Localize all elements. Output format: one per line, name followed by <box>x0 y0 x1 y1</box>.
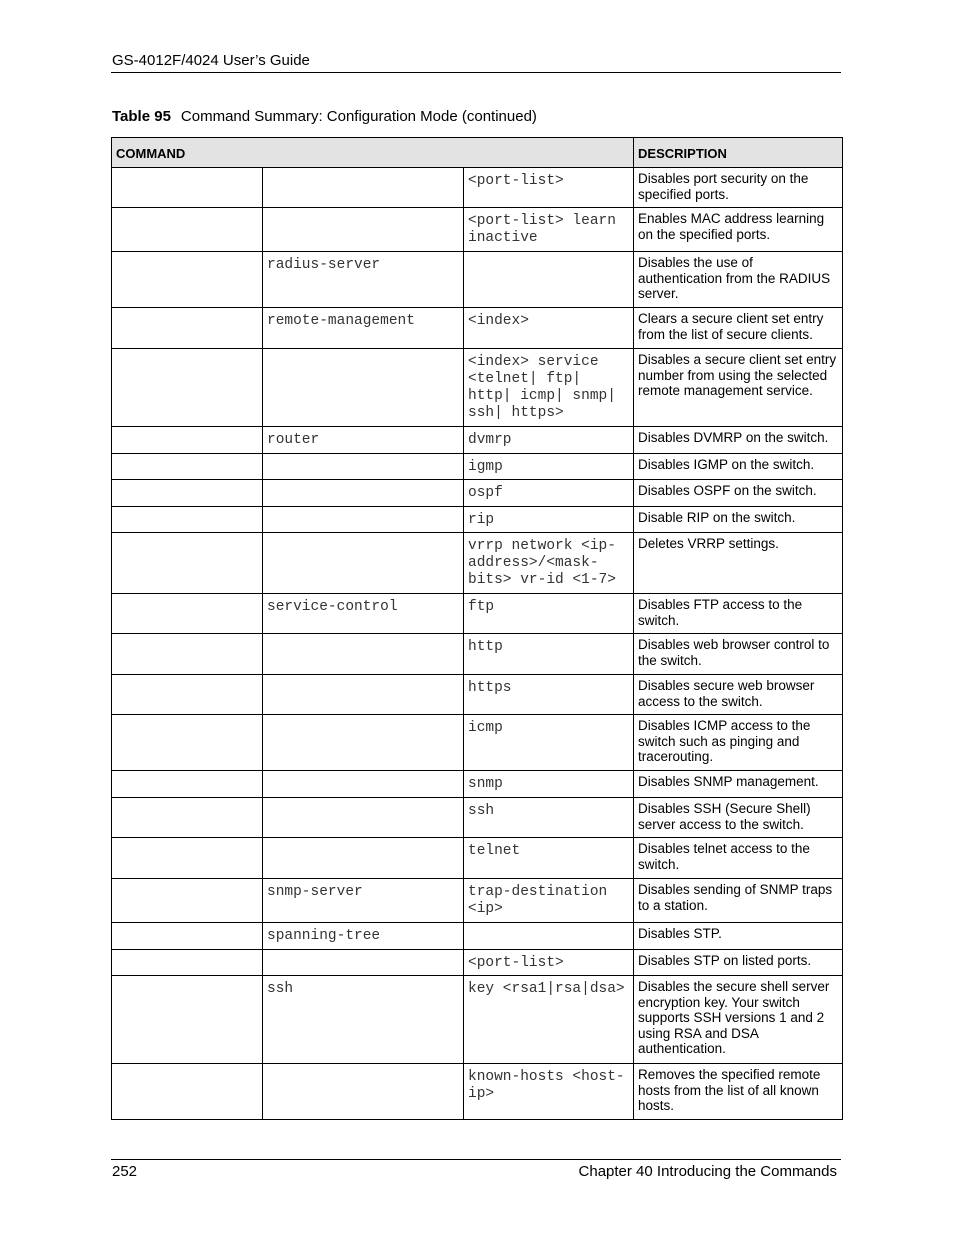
command-level-1-cell <box>112 168 263 208</box>
chapter-title: Chapter 40 Introducing the Commands <box>578 1163 837 1180</box>
table-row <box>112 208 843 252</box>
command-argument-cell: ospf <box>464 480 634 507</box>
table-row <box>112 533 843 594</box>
description-cell: Disables port security on the specified ports. <box>634 168 843 208</box>
command-level-2-cell <box>263 480 464 507</box>
table-row <box>112 480 843 507</box>
table-row <box>112 168 843 208</box>
description-cell: Disables STP on listed ports. <box>634 950 843 976</box>
description-cell: Disables SSH (Secure Shell) server access to the switch. <box>634 798 843 838</box>
command-level-1-cell <box>112 798 263 838</box>
table-row <box>112 950 843 976</box>
running-header <box>111 50 841 73</box>
command-argument-cell: rip <box>464 507 634 533</box>
command-level-1-cell <box>112 594 263 634</box>
description-cell: Disables secure web browser access to the switch. <box>634 675 843 715</box>
table-row <box>112 715 843 771</box>
table-caption-label: Table 95 <box>112 108 171 125</box>
command-level-1-cell <box>112 308 263 349</box>
table-row <box>112 349 843 427</box>
command-level-2-cell <box>263 349 464 427</box>
command-level-2-cell <box>263 715 464 771</box>
description-cell: Disables web browser control to the switch. <box>634 634 843 675</box>
table-row <box>112 507 843 533</box>
description-cell: Disables SNMP management. <box>634 771 843 798</box>
table-row <box>112 838 843 879</box>
command-argument-cell: ftp <box>464 594 634 634</box>
command-level-1-cell <box>112 454 263 480</box>
command-level-1-cell <box>112 427 263 454</box>
command-level-1-cell <box>112 675 263 715</box>
page-footer <box>111 1159 841 1180</box>
command-level-1-cell <box>112 507 263 533</box>
command-level-1-cell <box>112 1064 263 1120</box>
command-level-2-cell: snmp-server <box>263 879 464 923</box>
table-row <box>112 308 843 349</box>
table-body <box>112 168 843 1120</box>
command-level-2-cell <box>263 208 464 252</box>
command-level-1-cell <box>112 923 263 950</box>
table-row <box>112 252 843 308</box>
description-cell: Clears a secure client set entry from the list of secure clients. <box>634 308 843 349</box>
command-level-2-cell <box>263 533 464 594</box>
table-row <box>112 594 843 634</box>
command-level-2-cell: service-control <box>263 594 464 634</box>
command-argument-cell: icmp <box>464 715 634 771</box>
command-argument-cell: key <rsa1|rsa|dsa> <box>464 976 634 1064</box>
command-level-1-cell <box>112 252 263 308</box>
command-argument-cell <box>464 923 634 950</box>
table-row <box>112 879 843 923</box>
description-column-header: DESCRIPTION <box>634 138 843 168</box>
command-argument-cell: <index> service <telnet| ftp| http| icmp| snmp| ssh| https> <box>464 349 634 427</box>
description-cell: Disables ICMP access to the switch such as pinging and tracerouting. <box>634 715 843 771</box>
table-row <box>112 798 843 838</box>
command-argument-cell: known-hosts <host-ip> <box>464 1064 634 1120</box>
description-cell: Disable RIP on the switch. <box>634 507 843 533</box>
command-level-2-cell: radius-server <box>263 252 464 308</box>
command-argument-cell: vrrp network <ip-address>/<mask-bits> vr-id <1-7> <box>464 533 634 594</box>
description-cell: Disables a secure client set entry number from using the selected remote management service. <box>634 349 843 427</box>
command-argument-cell: <port-list> learn inactive <box>464 208 634 252</box>
table-row <box>112 427 843 454</box>
description-cell: Removes the specified remote hosts from the list of all known hosts. <box>634 1064 843 1120</box>
command-level-2-cell <box>263 838 464 879</box>
command-argument-cell: https <box>464 675 634 715</box>
command-argument-cell: <port-list> <box>464 168 634 208</box>
command-argument-cell: snmp <box>464 771 634 798</box>
table-header-row <box>112 138 843 168</box>
command-argument-cell: dvmrp <box>464 427 634 454</box>
table-row <box>112 634 843 675</box>
command-argument-cell: <port-list> <box>464 950 634 976</box>
table-caption-text: Command Summary: Configuration Mode (continued) <box>180 108 537 125</box>
command-argument-cell: http <box>464 634 634 675</box>
description-cell: Disables the use of authentication from the RADIUS server. <box>634 252 843 308</box>
command-level-2-cell <box>263 507 464 533</box>
table-row <box>112 454 843 480</box>
description-cell: Deletes VRRP settings. <box>634 533 843 594</box>
table-caption <box>112 108 537 125</box>
command-level-2-cell: ssh <box>263 976 464 1064</box>
command-level-2-cell <box>263 675 464 715</box>
command-summary-table <box>111 137 843 1120</box>
command-level-1-cell <box>112 771 263 798</box>
command-argument-cell: igmp <box>464 454 634 480</box>
page-number: 252 <box>112 1163 138 1180</box>
command-level-1-cell <box>112 533 263 594</box>
description-cell: Disables IGMP on the switch. <box>634 454 843 480</box>
command-level-2-cell: remote-management <box>263 308 464 349</box>
command-column-header: COMMAND <box>112 138 634 168</box>
description-cell: Disables the secure shell server encryption key. Your switch supports SSH versions 1 and 2 using RSA and DSA authentication. <box>634 976 843 1064</box>
command-level-1-cell <box>112 480 263 507</box>
command-argument-cell: telnet <box>464 838 634 879</box>
command-level-2-cell: spanning-tree <box>263 923 464 950</box>
description-cell: Disables DVMRP on the switch. <box>634 427 843 454</box>
description-cell: Disables FTP access to the switch. <box>634 594 843 634</box>
command-level-2-cell <box>263 634 464 675</box>
command-level-1-cell <box>112 634 263 675</box>
description-cell: Disables STP. <box>634 923 843 950</box>
description-cell: Disables telnet access to the switch. <box>634 838 843 879</box>
description-cell: Disables sending of SNMP traps to a station. <box>634 879 843 923</box>
command-level-2-cell <box>263 950 464 976</box>
table-row <box>112 1064 843 1120</box>
command-level-1-cell <box>112 349 263 427</box>
command-level-2-cell <box>263 454 464 480</box>
command-argument-cell: trap-destination <ip> <box>464 879 634 923</box>
command-level-2-cell <box>263 798 464 838</box>
command-level-2-cell <box>263 168 464 208</box>
command-level-1-cell <box>112 950 263 976</box>
table-row <box>112 771 843 798</box>
command-level-1-cell <box>112 715 263 771</box>
command-level-1-cell <box>112 838 263 879</box>
table-row <box>112 976 843 1064</box>
command-argument-cell <box>464 252 634 308</box>
command-level-1-cell <box>112 208 263 252</box>
command-level-2-cell <box>263 1064 464 1120</box>
command-level-2-cell: router <box>263 427 464 454</box>
command-argument-cell: ssh <box>464 798 634 838</box>
command-level-1-cell <box>112 879 263 923</box>
table-row <box>112 675 843 715</box>
description-cell: Enables MAC address learning on the specified ports. <box>634 208 843 252</box>
guide-title: GS-4012F/4024 User’s Guide <box>112 52 310 69</box>
command-level-1-cell <box>112 976 263 1064</box>
command-argument-cell: <index> <box>464 308 634 349</box>
table-row <box>112 923 843 950</box>
command-level-2-cell <box>263 771 464 798</box>
description-cell: Disables OSPF on the switch. <box>634 480 843 507</box>
